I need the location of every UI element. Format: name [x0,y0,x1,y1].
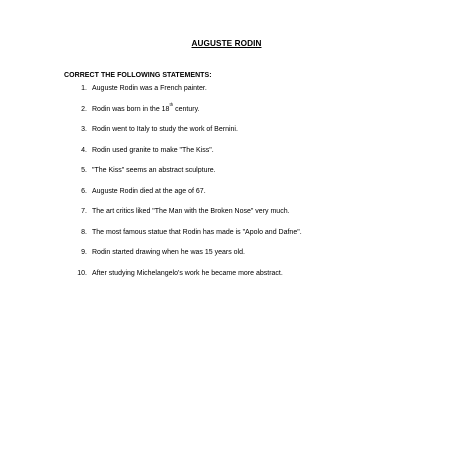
list-item [64,269,302,290]
statements-list [64,84,302,289]
item-number: 10. [77,269,87,277]
item-number: 3. [81,126,87,133]
item-text: After studying Michelangelo's work he became more abstract. [92,269,283,277]
list-item [64,248,302,269]
item-text-after: century. [173,105,200,113]
item-text: "The Kiss" seems an abstract sculpture. [92,167,216,174]
item-text: Rodin used granite to make "The Kiss". [92,146,214,154]
item-number: 8. [81,228,87,236]
item-number: 5. [81,167,87,174]
instructions-heading: CORRECT THE FOLLOWING STATEMENTS: [64,72,212,79]
item-text: Auguste Rodin was a French painter. [92,85,207,92]
item-number: 1. [81,85,87,92]
list-item [64,187,302,208]
page-title: AUGUSTE RODIN [191,39,262,48]
item-text: Rodin started drawing when he was 15 years old. [92,249,245,256]
list-item [64,207,302,228]
item-number: 9. [81,249,87,256]
item-text-before: Rodin was born in the 18 [92,105,170,113]
item-text [92,102,200,114]
item-text: The most famous statue that Rodin has made is "Apolo and Dafne". [92,228,302,236]
item-number: 4. [81,146,87,154]
list-item [64,125,302,146]
item-number: 7. [81,208,87,215]
item-number: 2. [81,105,87,113]
list-item [64,166,302,187]
list-item [64,84,302,108]
item-text: The art critics liked "The Man with the Broken Nose" very much. [92,208,290,215]
item-text: Rodin went to Italy to study the work of Bernini. [92,126,238,133]
list-item [64,146,302,167]
item-number: 6. [81,187,87,195]
item-text: Auguste Rodin died at the age of 67. [92,187,206,195]
list-item [64,102,302,126]
ordinal-superscript: th [169,102,174,108]
list-item [64,228,302,249]
